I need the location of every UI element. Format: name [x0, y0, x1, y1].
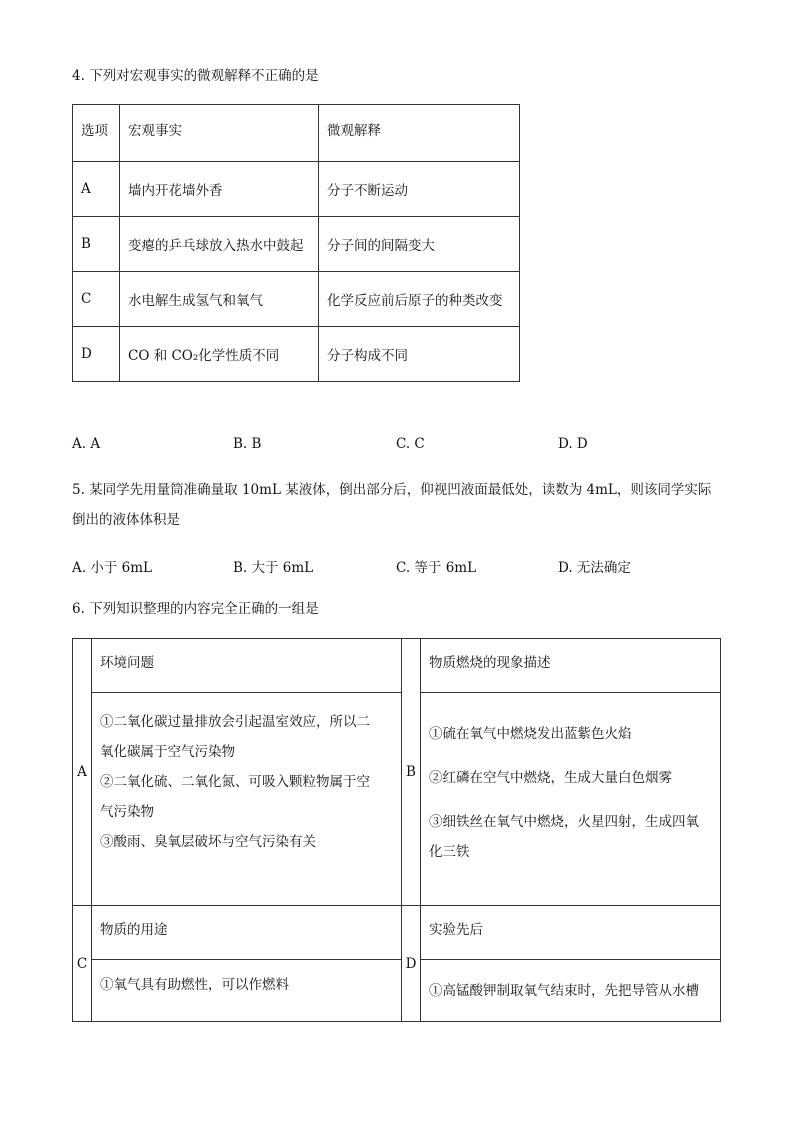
- question-5-stem-line-1: 5. 某同学先用量筒准确量取 10mL 某液体，倒出部分后，仰视凹液面最低处，读数为 4mL，则该同学实际: [72, 482, 712, 498]
- option-a-line: ③酸雨、臭氧层破坏与空气污染有关: [100, 834, 316, 850]
- row-label: D: [73, 327, 120, 382]
- option-a-line: 氧化碳属于空气污染物: [100, 744, 235, 760]
- option-b-line: ①硫在氧气中燃烧发出蓝紫色火焰: [429, 726, 632, 742]
- row-label: A: [73, 162, 120, 217]
- option-c-header: 物质的用途: [92, 906, 402, 960]
- row-explanation: 化学反应前后原子的种类改变: [319, 272, 520, 327]
- option-b-line: 化三铁: [429, 844, 470, 860]
- option-a-line: ②二氧化硫、二氧化氮、可吸入颗粒物属于空: [100, 774, 370, 790]
- option-d-content: [421, 960, 721, 1022]
- question-5-stem-line-2: 倒出的液体体积是: [72, 512, 180, 528]
- option-c-label: C: [73, 906, 92, 1022]
- row-label: C: [73, 272, 120, 327]
- question-4-option-a[interactable]: A. A: [72, 436, 101, 452]
- row-fact: 变瘪的乒乓球放入热水中鼓起: [120, 217, 319, 272]
- question-5-option-a[interactable]: A. 小于 6mL: [72, 560, 152, 576]
- question-5-option-b[interactable]: B. 大于 6mL: [233, 560, 314, 576]
- row-fact: 墙内开花墙外香: [120, 162, 319, 217]
- table-row: [73, 162, 520, 217]
- option-c-line: ①氧气具有助燃性，可以作燃料: [100, 977, 289, 993]
- option-d-header: 实验先后: [421, 906, 721, 960]
- option-a-label: A: [73, 639, 92, 906]
- question-5-option-d[interactable]: D. 无法确定: [558, 560, 631, 576]
- row-fact: CO 和 CO₂化学性质不同: [120, 327, 319, 382]
- row-explanation: 分子构成不同: [319, 327, 520, 382]
- option-b-header: 物质燃烧的现象描述: [421, 639, 721, 693]
- question-4-stem: 4. 下列对宏观事实的微观解释不正确的是: [72, 68, 319, 84]
- header-macro-fact: 宏观事实: [120, 105, 319, 162]
- option-d-line: ①高锰酸钾制取氧气结束时，先把导管从水槽: [429, 983, 699, 999]
- option-a-line: 气污染物: [100, 804, 154, 820]
- option-b-line: ③细铁丝在氧气中燃烧，火星四射，生成四氧: [429, 814, 699, 830]
- row-explanation: 分子间的间隔变大: [319, 217, 520, 272]
- table-header-row: [73, 105, 520, 162]
- option-c-content: [92, 960, 402, 1022]
- question-6-table: [72, 638, 721, 1022]
- table-row: [73, 217, 520, 272]
- row-label: B: [73, 217, 120, 272]
- row-fact: 水电解生成氢气和氧气: [120, 272, 319, 327]
- option-a-header: 环境问题: [92, 639, 402, 693]
- option-a-content: [92, 693, 402, 906]
- table-row: [73, 327, 520, 382]
- question-4-option-d[interactable]: D. D: [558, 436, 588, 452]
- question-4-option-c[interactable]: C. C: [396, 436, 425, 452]
- row-explanation: 分子不断运动: [319, 162, 520, 217]
- option-b-line: ②红磷在空气中燃烧，生成大量白色烟雾: [429, 770, 672, 786]
- option-b-label: B: [402, 639, 421, 906]
- option-b-content: [421, 693, 721, 906]
- option-d-label: D: [402, 906, 421, 1022]
- header-micro-explanation: 微观解释: [319, 105, 520, 162]
- question-5-option-c[interactable]: C. 等于 6mL: [396, 560, 477, 576]
- question-4-table: [72, 104, 520, 382]
- question-4-option-b[interactable]: B. B: [233, 436, 262, 452]
- question-6-stem: 6. 下列知识整理的内容完全正确的一组是: [72, 601, 319, 617]
- table-row: [73, 272, 520, 327]
- option-a-line: ①二氧化碳过量排放会引起温室效应，所以二: [100, 714, 370, 730]
- header-option: 选项: [73, 105, 120, 162]
